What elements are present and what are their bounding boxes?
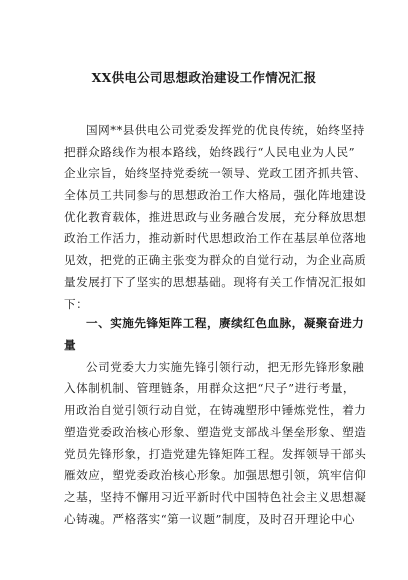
- section-heading-line: 一、实施先锋矩阵工程，赓续红色血脉，凝聚奋进力: [86, 316, 365, 330]
- paragraph-line: 全体员工共同参与的思想政治工作大格局，强化阵地建设: [64, 188, 367, 202]
- document-title: XX供电公司思想政治建设工作情况汇报: [91, 70, 317, 85]
- paragraph-line: 雁效应，塑党委政治核心形象。加强思想引领，筑牢信仰: [64, 468, 367, 482]
- section-heading-line: 量: [64, 338, 77, 352]
- paragraph-line: 企业宗旨，始终坚持党委统一领导、党政工团齐抓共管、: [64, 166, 367, 180]
- paragraph-line: 把群众路线作为根本路线，始终践行“人民电业为人民”: [64, 145, 356, 159]
- paragraph-line: 量发展打下了坚实的思想基础。现将有关工作情况汇报如: [64, 275, 367, 289]
- paragraph-line: 入体制机制、管理链条，用群众这把“尺子”进行考量，: [64, 381, 356, 395]
- paragraph-line: 优化教育载体，推进思政与业务融合发展，充分释放思想: [64, 210, 367, 224]
- paragraph-line: 心铸魂。严格落实“第一议题”制度，及时召开理论中心: [64, 512, 356, 526]
- paragraph-line: 见效，把党的正确主张变为群众的自觉行动，为企业高质: [64, 253, 367, 267]
- paragraph-line: 政治工作活力，推动新时代思想政治工作在基层单位落地: [64, 231, 367, 245]
- paragraph-line: 公司党委大力实施先锋引领行动，把无形先锋形象融: [86, 360, 365, 374]
- paragraph-line: 下：: [64, 297, 89, 311]
- paragraph-line: 党员先锋形象，打造党建先锋矩阵工程。发挥领导干部头: [64, 447, 367, 461]
- paragraph-line: 国网**县供电公司党委发挥党的优良传统，始终坚持: [86, 123, 365, 137]
- paragraph-line: 之基，坚持不懈用习近平新时代中国特色社会主义思想凝: [64, 490, 367, 504]
- paragraph-line: 用政治自觉引领行动自觉，在铸魂塑形中锤炼党性，着力: [64, 403, 367, 417]
- paragraph-line: 塑造党委政治核心形象、塑造党支部战斗堡垒形象、塑造: [64, 425, 367, 439]
